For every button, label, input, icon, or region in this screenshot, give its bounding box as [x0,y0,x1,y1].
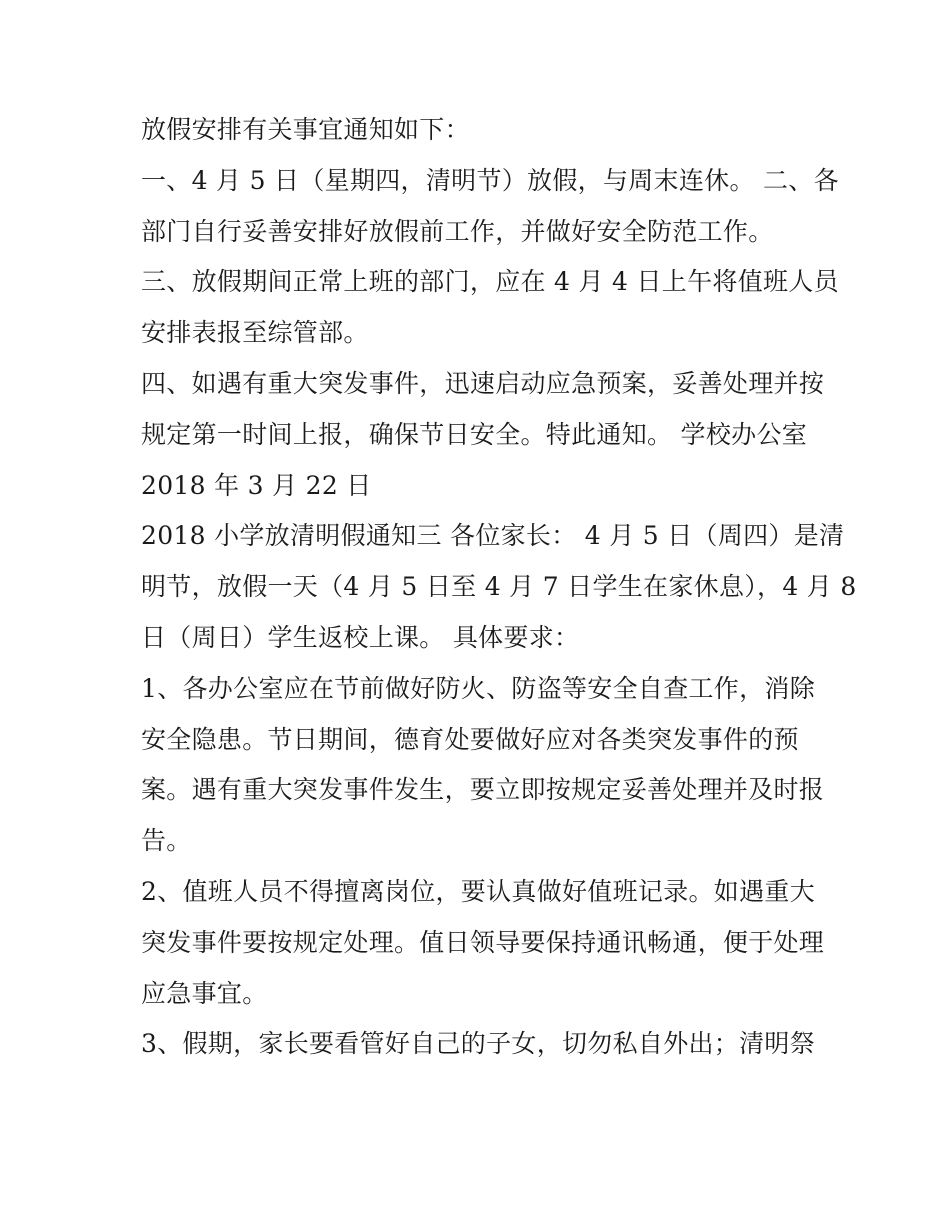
text-line: 2、值班人员不得擅离岗位，要认真做好值班记录。如遇重大 [141,876,816,906]
text-line: 安全隐患。节日期间，德育处要做好应对各类突发事件的预 [141,724,799,754]
text-line: 规定第一时间上报，确保节日安全。特此通知。 学校办公室 [141,419,808,449]
text-line: 告。 [141,826,192,856]
text-line: 一、4 月 5 日（星期四，清明节）放假，与周末连休。 二、各 [141,165,839,195]
text-line: 三、放假期间正常上班的部门，应在 4 月 4 日上午将值班人员 [141,267,839,297]
text-line: 部门自行妥善安排好放假前工作，并做好安全防范工作。 [141,216,774,246]
text-line: 四、如遇有重大突发事件，迅速启动应急预案，妥善处理并按 [141,368,825,398]
text-line: 应急事宜。 [141,978,268,1008]
date-line: 2018 年 3 月 22 日 [141,470,372,500]
document-body [141,105,857,1070]
text-line: 1、各办公室应在节前做好防火、防盗等安全自查工作，消除 [141,673,816,703]
text-line: 安排表报至综管部。 [141,318,369,348]
text-line: 2018 小学放清明假通知三 各位家长： 4 月 5 日（周四）是清 [141,521,845,551]
text-line: 突发事件要按规定处理。值日领导要保持通讯畅通，便于处理 [141,927,825,957]
text-line: 明节，放假一天（4 月 5 日至 4 月 7 日学生在家休息），4 月 8 [141,572,857,602]
text-line: 3、假期，家长要看管好自己的子女，切勿私自外出；清明祭 [141,1029,816,1059]
text-line: 案。遇有重大突发事件发生，要立即按规定妥善处理并及时报 [141,775,825,805]
text-line: 放假安排有关事宜通知如下： [141,115,470,144]
text-line: 日（周日）学生返校上课。 具体要求： [141,622,580,652]
